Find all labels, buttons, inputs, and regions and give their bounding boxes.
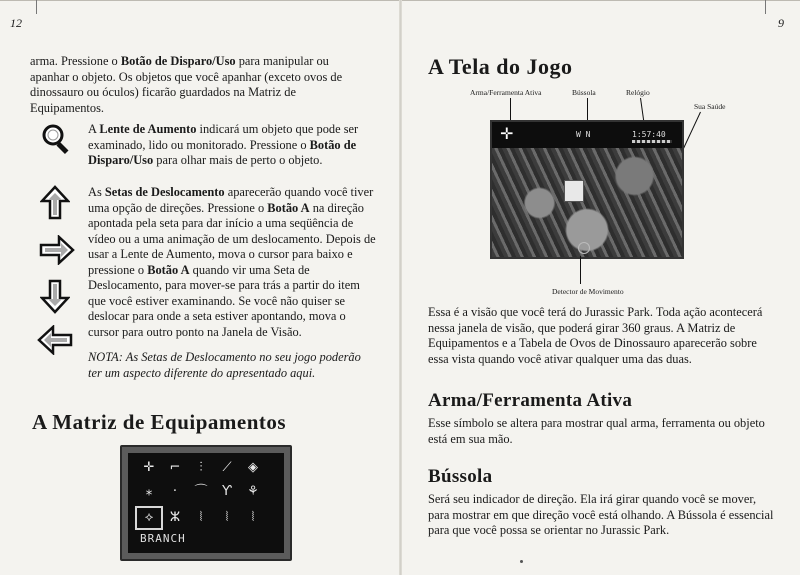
game-view-window	[490, 120, 684, 259]
matrix-slot-icon[interactable]: ⫶	[199, 460, 203, 475]
arrow-left-icon	[37, 325, 75, 355]
matrix-slot-icon[interactable]: ✛	[143, 460, 155, 475]
compass-readout: W N	[576, 130, 591, 139]
matrix-slot-icon[interactable]: ·	[172, 484, 178, 499]
matrix-slot-egg-icon[interactable]: ⦚	[199, 510, 203, 525]
matrix-slot-icon[interactable]: ⵣ	[169, 510, 181, 525]
right-page-number: 9	[778, 16, 784, 30]
matrix-slot-icon[interactable]: ⟋	[222, 460, 232, 475]
matrix-slot-egg-icon[interactable]: ⦚	[225, 510, 229, 525]
label-clock: Relógio	[626, 88, 650, 97]
matrix-slot-icon[interactable]: ⁎	[145, 484, 153, 499]
weapon-paragraph: Esse símbolo se altera para mostrar qual arma, ferramenta ou objeto está em sua mão.	[428, 416, 765, 446]
note-paragraph: NOTA: As Setas de Deslocamento no seu jogo poderão ter um aspecto diferente do apresentado aqui.	[88, 350, 361, 380]
compass-paragraph: Será seu indicador de direção. Ela irá girar quando você se mover, para mostrar em que direção você está olhando. A Bússola é essencial para que você possa se orientar no Jurassic Park.	[428, 492, 774, 537]
matrix-slot-egg-icon[interactable]: ⦚	[251, 510, 255, 525]
label-health: Sua Saúde	[694, 102, 726, 111]
active-weapon-crosshair-icon: ✛	[500, 124, 514, 143]
equipment-matrix-screen	[128, 453, 284, 553]
label-compass: Bússola	[572, 88, 596, 97]
intro-paragraph: arma. Pressione o Botão de Disparo/Uso para manipular ou apanhar o objeto. Os objetos que você apanhar (exceto ovos de dinossauro ou óculos) ficarão guardados na Matriz de Equipamentos.	[30, 54, 343, 115]
left-page-number: 12	[10, 16, 22, 30]
cursor-hand-icon	[564, 180, 584, 202]
arrow-up-icon	[40, 185, 70, 221]
matrix-slot-icon[interactable]: ⚘	[247, 484, 259, 499]
arrow-down-icon	[40, 278, 70, 314]
motion-detector-icon	[578, 242, 590, 254]
game-screen-heading: A Tela do Jogo	[428, 54, 573, 79]
print-speck	[520, 560, 523, 563]
matrix-slot-icon[interactable]: ⌒	[194, 484, 208, 499]
health-bar	[632, 140, 672, 143]
label-detector: Detector de Movimento	[552, 287, 624, 296]
matrix-slot-icon[interactable]: ◈	[248, 460, 258, 475]
equipment-matrix	[120, 445, 292, 561]
compass-heading: Bússola	[428, 466, 493, 487]
matrix-slot-icon[interactable]: ⌐	[169, 460, 181, 475]
matrix-heading: A Matriz de Equipamentos	[32, 410, 287, 434]
selected-item-label: BRANCH	[140, 532, 186, 545]
leader-detector	[580, 256, 581, 284]
weapon-heading: Arma/Ferramenta Ativa	[428, 390, 633, 411]
arrows-paragraph: As Setas de Deslocamento aparecerão quando você tiver uma opção de direções. Pressione o Botão A na direção apontada pela seta para dar início a uma seqüência de vídeo ou a uma animação de um deslocamento. Depois de usar a Lente de Aumento, mova o cursor para baixo e pressione o Botão A quando vir uma Seta de Deslocamento, para mover-se para trás a partir do item que você estiver examinando. Se você não quiser se deslocar para onde a seta estiver apontando, mova o cursor para outro ponto na Janela de Visão.	[88, 185, 376, 339]
screen-paragraph: Essa é a visão que você terá do Jurassic Park. Toda ação acontecerá nessa janela de visão, que poderá girar 360 graus. A Matriz de Equipamentos e a Tabela de Ovos de Dinossauro aparecerão sobre essa vista quando você ativar qualquer uma das duas.	[428, 305, 763, 366]
arrow-right-icon	[37, 235, 75, 265]
matrix-slot-selected-branch[interactable]: ⟡	[138, 509, 160, 527]
lens-paragraph: A Lente de Aumento indicará um objeto que pode ser examinado, lido ou monitorado. Pressione o Botão de Disparo/Uso para olhar mais de perto o objeto.	[88, 122, 359, 167]
clock-readout: 1:57:40	[632, 130, 666, 139]
matrix-slot-icon[interactable]: Ƴ	[222, 484, 232, 499]
magnifying-glass-icon	[40, 122, 74, 156]
label-weapon: Arma/Ferramenta Ativa	[470, 88, 542, 97]
